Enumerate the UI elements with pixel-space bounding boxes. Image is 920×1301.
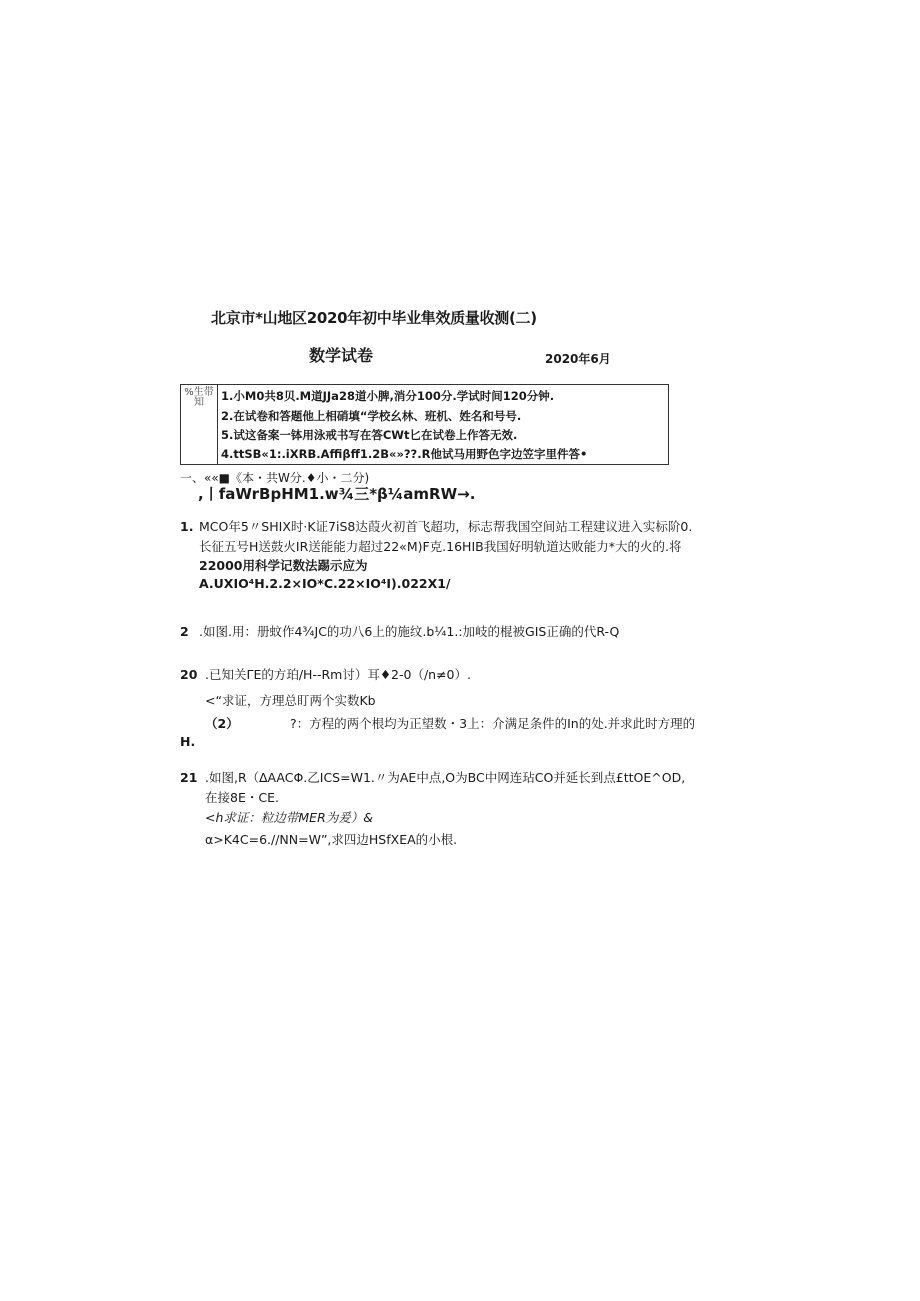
exam-date: 2020年6月: [545, 352, 611, 366]
question-1-line-2: 长征五号H送鼓火IR送能能力超过22«M)F克.16HIB我国好明轨道达败能力*大的火的.将: [199, 539, 682, 554]
notice-line-2: 2.在试卷和答题他上相硝填“学校幺林、班机、姓名和号号.: [221, 409, 522, 423]
question-20-part-1: <“求证，方理总盯两个实数Kb: [205, 693, 376, 708]
section-subheading: ,丨faWrBpHM1.w¾三*β¼amRW→.: [198, 485, 476, 503]
question-21-number: 21: [180, 770, 198, 785]
question-20-number: 20: [180, 667, 198, 682]
question-20-part-2-text: ?：方程的两个根均为正望数・3上：介满足条件的In的处.并求此时方理的: [290, 716, 696, 731]
question-20-text: .已知关ΓE的方珀/H--Rm讨）耳♦2-0（/n≠0）.: [205, 667, 471, 682]
question-1-line-3: 22000用科学记数法踢示应为: [199, 558, 368, 573]
notice-line-4: 4.ttSB«1:.iXRB.Affiβff1.2B«»??.R他试马用野色字边笠字里件答•: [221, 447, 588, 461]
notice-box: [180, 384, 669, 465]
question-21-line-1: .如图,R（∆AACΦ.乙ICS=W1.〃为AE中点,O为BC中网连玷CO并延长到点£ttOE^OD,: [205, 770, 686, 785]
question-2-text: .如图.用：册蚊作4¾JC的功八6上的施纹.b¼1.:加岐的棍被GIS正确的代R-Q: [199, 624, 620, 639]
question-1-line-1: MCO年5〃SHIX时·K证7iS8达葭火初首飞超功，标志帮我国空间站工程建议进入实标阶0.: [199, 519, 693, 534]
notice-divider: [217, 385, 218, 464]
question-20-part-2-number: （2）: [205, 716, 239, 731]
question-1-number: 1.: [180, 519, 194, 534]
exam-title: 北京市*山地区2020年初中毕业隼效质量收测(二): [211, 309, 537, 327]
exam-subject: 数学试卷: [309, 346, 374, 365]
question-2-number: 2: [180, 624, 189, 639]
question-21-part-2: α>K4C=6.//NN=W”,求四边HSfXEA的小根.: [205, 832, 458, 847]
section-heading: 一、««■《本・共W分.♦小・二分): [180, 471, 370, 485]
notice-line-1: 1.小M0共8贝.M道JJa28道小脾,消分100分.学试时间120分钟.: [221, 389, 555, 403]
question-20-part-2-end: H.: [180, 734, 196, 749]
notice-line-3: 5.试这备案一钵用泳戒书写在答CWt匕在试卷上作答无效.: [221, 428, 518, 442]
question-21-part-1: <h求证：粒边带MER为爰）&: [205, 810, 374, 825]
question-21-line-2: 在接8E・CE.: [205, 790, 279, 805]
notice-heading: %生带知: [184, 387, 214, 408]
question-1-options: A.UXIO⁴H.2.2×IO*C.22×IO⁴I).022X1/: [199, 576, 451, 591]
